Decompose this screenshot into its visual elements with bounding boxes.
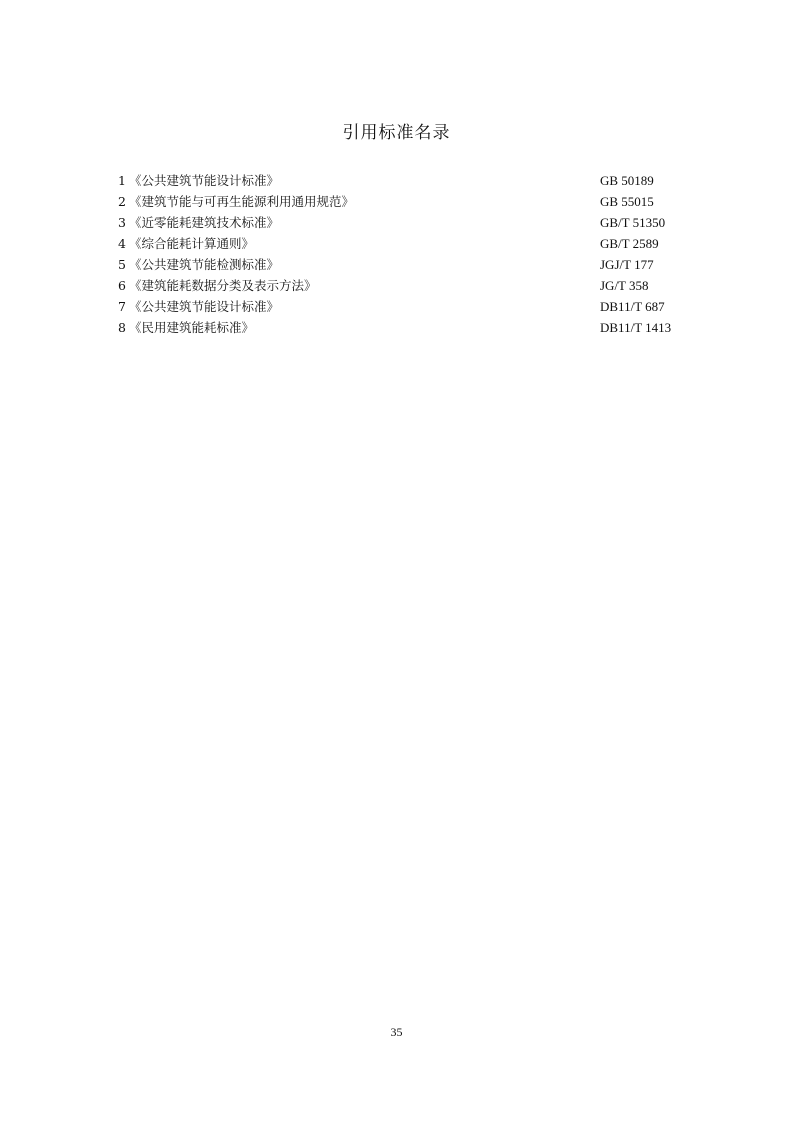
reference-code: GB/T 2589	[600, 236, 659, 251]
reference-name: 《公共建筑节能检测标准》	[128, 257, 279, 272]
list-item	[118, 191, 678, 212]
reference-code: GB 50189	[600, 173, 654, 188]
reference-code: JG/T 358	[600, 278, 649, 293]
reference-name: 《民用建筑能耗标准》	[128, 320, 254, 335]
reference-name: 《近零能耗建筑技术标准》	[128, 215, 279, 230]
reference-code: GB 55015	[600, 194, 654, 209]
list-item	[118, 212, 678, 233]
reference-name: 《建筑能耗数据分类及表示方法》	[128, 278, 317, 293]
list-item	[118, 296, 678, 317]
reference-code: DB11/T 1413	[600, 320, 672, 335]
reference-name: 《综合能耗计算通则》	[128, 236, 254, 251]
reference-name: 《公共建筑节能设计标准》	[128, 173, 279, 188]
reference-name: 《公共建筑节能设计标准》	[128, 299, 279, 314]
reference-name: 《建筑节能与可再生能源利用通用规范》	[128, 194, 354, 209]
reference-code: DB11/T 687	[600, 299, 665, 314]
reference-number: 8	[118, 320, 126, 335]
reference-number: 6	[118, 278, 126, 293]
list-item	[118, 317, 678, 338]
reference-number: 3	[118, 215, 126, 230]
list-item	[118, 170, 678, 191]
list-item	[118, 254, 678, 275]
list-item	[118, 275, 678, 296]
reference-number: 7	[118, 299, 126, 314]
reference-code: GB/T 51350	[600, 215, 666, 230]
reference-list	[118, 170, 678, 338]
reference-number: 2	[118, 194, 126, 209]
reference-code: JGJ/T 177	[600, 257, 654, 272]
reference-number: 1	[118, 173, 126, 188]
reference-number: 4	[118, 236, 126, 251]
list-item	[118, 233, 678, 254]
reference-number: 5	[118, 257, 126, 272]
page-number: 35	[390, 1025, 403, 1039]
page-title: 引用标准名录	[342, 123, 451, 143]
